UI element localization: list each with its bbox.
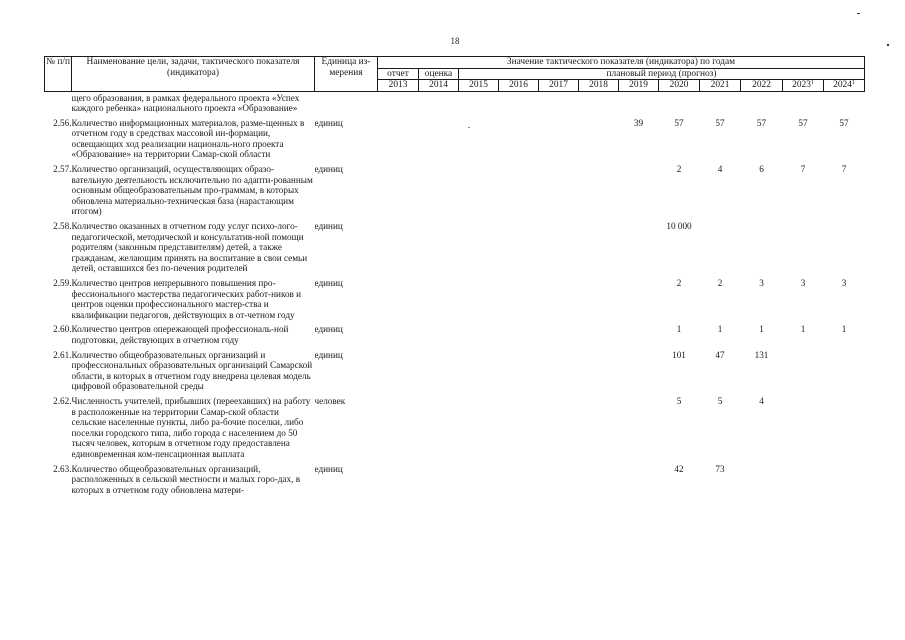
row-value-report [378,160,419,217]
row-value-report [378,274,419,320]
header-year-2024 [824,80,865,92]
row-value-y2015 [459,460,499,496]
row-value-report [378,320,419,345]
row-value-y2016 [499,217,539,274]
row-value-y2015 [459,274,499,320]
row-value-y2015 [459,392,499,460]
row-value-y2018 [579,217,619,274]
row-value-y2023: 7 [800,164,806,175]
row-value-y2019 [619,160,659,217]
row-value-y2016 [499,114,539,160]
row-name: щего образования, в рамках федерального проекта «Успех каждого ребенка» национального проекта «Образование» [71,92,300,114]
header-year-2013: 2013 [378,80,419,92]
row-value-y2018 [579,160,619,217]
header-unit: Единица из-мерения [315,57,378,92]
row-value-y2019 [619,320,659,345]
row-value-y2017 [539,160,579,217]
row-value-report [378,217,419,274]
row-value-y2024 [824,346,865,392]
row-unit: единиц [314,324,343,335]
header-year-2023 [783,80,824,92]
row-value-y2023 [783,346,824,392]
header-year-2020: 2020 [659,80,700,92]
table-row [45,274,865,320]
row-value-y2021: 5 [717,395,723,406]
row-unit: единиц [314,221,343,232]
row-value-estimate [419,274,459,320]
year-label: 2024 [833,80,852,90]
row-value-y2021: 47 [715,349,725,360]
row-unit: единиц [314,117,343,128]
footnote-mark: 1 [851,80,855,86]
row-name: Количество оказанных в отчетном году услуг психо-лого-педагогической, методической и консультатив-ной помощи родителям (законным представителям) детей, а также гражданам, желающим принять на воспитание в свои семьи детей, оставшихся без по-печения родителей [71,221,308,274]
row-value-y2016 [499,392,539,460]
scan-speck [887,44,889,46]
table-row [45,460,865,496]
year-label: 2023 [792,80,811,90]
row-value-y2023 [783,460,824,496]
row-value-report [378,114,419,160]
row-value-y2020: 42 [674,463,684,474]
indicators-table [44,56,865,495]
header-values-group: Значение тактического показателя (индикатора) по годам [378,57,865,69]
row-value-y2015 [459,217,499,274]
row-name: Количество общеобразовательных организаций, расположенных в сельской местности и малых горо-дах, в которых в отчетном году обновлена матери- [71,463,301,495]
row-value-y2020: 1 [676,324,682,335]
row-value-y2016 [499,274,539,320]
row-name: Количество центров опережающей профессиональ-ной подготовки, действующих в отчетном году [71,324,289,345]
row-unit: единиц [314,463,343,474]
header-year-2016: 2016 [499,80,539,92]
row-value-y2021 [700,217,741,274]
row-unit: человек [314,395,346,406]
table-body [45,91,865,495]
row-value-y2024: 7 [841,164,847,175]
row-value-y2021: 2 [717,278,723,288]
row-value-y2018 [579,274,619,320]
row-value-y2020: 2 [676,278,682,288]
row-value-y2017 [539,114,579,160]
row-value-y2021: 73 [715,463,725,474]
row-value-estimate [419,392,459,460]
row-value-y2024 [824,392,865,460]
header-year-2015: 2015 [459,80,499,92]
row-value-y2018 [579,392,619,460]
row-value-y2016 [499,160,539,217]
header-estimate: оценка [419,68,459,80]
table-row [45,320,865,345]
row-value-y2024 [824,217,865,274]
row-value-estimate [419,114,459,160]
row-value-y2023 [783,217,824,274]
row-value-y2017 [539,346,579,392]
row-name: Количество организаций, осуществляющих образо-вательную деятельность исключительно по адапти-рованным основным общеобразовательным про-граммам, в которых обновлена материально-техническая база (нарастающим итогом) [71,164,313,217]
header-name: Наименование цели, задачи, тактического показателя (индикатора) [72,57,315,92]
row-value-y2018 [579,346,619,392]
row-value-y2015 [459,114,499,160]
row-value-y2020: 10 000 [666,221,692,232]
row-value-y2022 [741,460,783,496]
header-year-2022: 2022 [741,80,783,92]
row-value-y2020: 5 [676,395,682,406]
footnote-mark: 1 [810,80,814,86]
row-value-y2018 [579,460,619,496]
row-value-y2021: 4 [717,164,723,175]
header-planned-period: плановый период (прогноз) [459,68,865,80]
row-num [45,91,72,114]
row-value-y2019: 39 [633,117,644,128]
row-value-y2017 [539,320,579,345]
row-value-y2016 [499,346,539,392]
row-value-y2019 [619,217,659,274]
row-value-y2020: 101 [672,349,686,360]
row-value-y2020: 57 [674,117,684,128]
row-name: Количество общеобразовательных организаций и профессиональных образовательных организаций Самарской области, в которых в отчетном году внедрена целевая модель цифровой образовательной среды [71,349,313,392]
row-value-report [378,392,419,460]
table-row [45,114,865,160]
header-report: отчет [378,68,419,80]
row-value-y2015 [459,320,499,345]
row-num: 2.62. [53,395,72,406]
row-value-y2024: 57 [839,117,849,128]
table-row [45,346,865,392]
table-header [45,57,865,92]
table-row [45,217,865,274]
row-value-y2023: 57 [798,117,808,128]
table-row-continuation [45,91,865,114]
row-value-estimate [419,160,459,217]
row-value-y2022: 3 [759,278,764,288]
row-value-y2024 [824,460,865,496]
row-value-estimate [419,320,459,345]
row-value-y2024: 3 [841,278,847,288]
header-year-2021: 2021 [700,80,741,92]
row-value-y2019 [619,346,659,392]
row-value-report [378,346,419,392]
header-year-2014: 2014 [419,80,459,92]
row-value-y2017 [539,460,579,496]
table-row [45,160,865,217]
row-value-y2015 [459,160,499,217]
row-num: 2.58. [53,221,72,232]
row-name: Количество информационных материалов, разме-щенных в отчетном году в средствах массовой ин-формации, освещающих ход реализации националь-ного проекта «Образование» на территории Самар-ской области [71,117,305,160]
row-value-y2021: 57 [715,117,725,128]
row-value-report [378,460,419,496]
header-year-2018: 2018 [579,80,619,92]
row-name: Численность учителей, прибывших (переехавших) на работу в расположенные на территории Самар-ской области сельские населенные пункты, либо ра-бочие поселки, либо поселки городского типа, либо города с населением до 50 тысяч человек, которым в отчетном году предоставлена единовременная ком-пенсационная выплата [71,395,311,459]
row-num: 2.61. [53,349,72,360]
row-value-y2019 [619,392,659,460]
row-value-y2020: 2 [676,164,682,175]
row-value-y2017 [539,217,579,274]
row-unit: единиц [314,278,343,288]
row-name: Количество центров непрерывного повышения про-фессионального мастерства педагогических работ-ников и центров оценки профессионального мастер-ства и квалификации педагогов, действующих в от-четном году [71,278,302,320]
row-value-estimate [419,346,459,392]
table-row [45,392,865,460]
header-year-2017: 2017 [539,80,579,92]
row-value-y2019 [619,274,659,320]
row-value-y2022: 6 [759,164,764,175]
row-num: 2.57. [53,164,72,175]
row-value-estimate [419,217,459,274]
row-value-y2017 [539,392,579,460]
row-value-y2019 [619,460,659,496]
row-value-y2022: 131 [754,349,769,360]
row-value-y2022 [741,217,783,274]
header-num: № п/п [45,57,72,92]
row-num: 2.59. [53,278,72,288]
row-value-y2023: 3 [800,278,806,288]
scan-speck [857,13,860,14]
row-value-y2022: 4 [759,395,764,406]
row-value-y2023 [783,392,824,460]
row-value-y2024: 1 [841,324,847,335]
row-value-y2017 [539,274,579,320]
row-unit: единиц [314,164,343,175]
page-number: 18 [450,36,460,46]
row-num: 2.63. [53,463,72,474]
row-num: 2.60. [53,324,72,335]
row-num: 2.56. [53,117,72,128]
row-value-y2021: 1 [717,324,723,335]
row-value-y2018 [579,320,619,345]
row-value-y2022: 57 [756,117,767,128]
row-value-y2023: 1 [800,324,806,335]
row-value-estimate [419,460,459,496]
row-value-y2018 [579,114,619,160]
row-value-y2022: 1 [759,324,764,335]
row-value-y2015 [459,346,499,392]
row-unit: единиц [314,349,343,360]
header-year-2019: 2019 [619,80,659,92]
row-value-y2016 [499,320,539,345]
row-value-y2016 [499,460,539,496]
